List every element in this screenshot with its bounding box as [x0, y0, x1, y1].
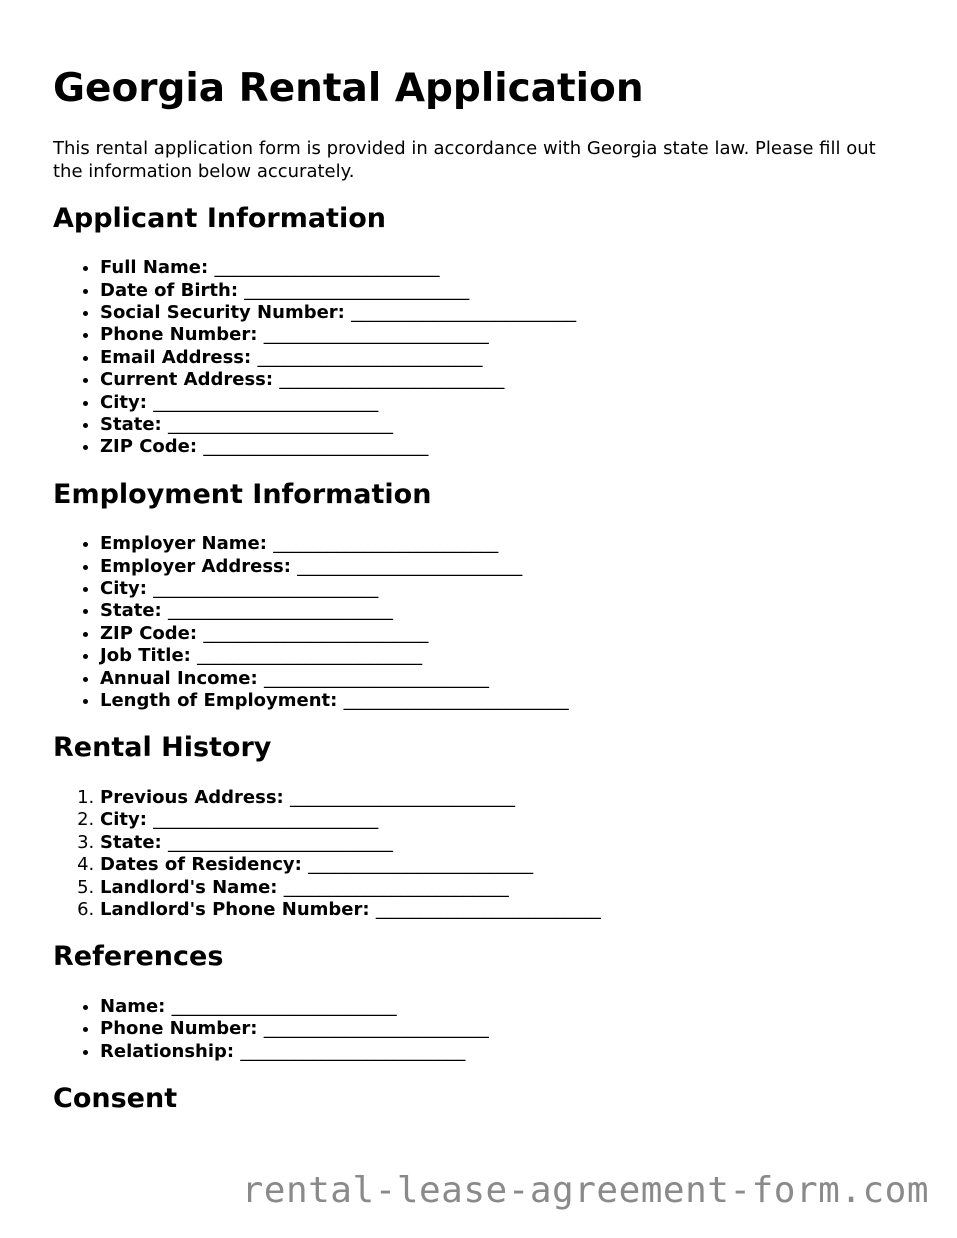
field-item [100, 257, 903, 279]
blank-line[interactable]: _________________________ [273, 533, 499, 555]
blank-line[interactable]: _________________________ [263, 1018, 489, 1040]
blank-line[interactable]: _________________________ [283, 876, 509, 898]
blank-line[interactable]: _________________________ [240, 1040, 466, 1062]
field-label: Social Security Number: [100, 302, 345, 323]
field-item [100, 347, 903, 369]
field-item [100, 1041, 903, 1063]
field-item [100, 578, 903, 600]
consent-heading: Consent [53, 1082, 178, 1114]
field-label: Previous Address: [100, 786, 284, 808]
blank-line[interactable]: _________________________ [168, 600, 394, 622]
field-label: Date of Birth: [100, 279, 239, 301]
employment-heading: Employment Information [53, 478, 432, 510]
field-item [100, 668, 903, 690]
field-item [100, 832, 903, 854]
field-item [100, 1018, 903, 1040]
field-item [100, 302, 903, 324]
field-item [100, 787, 903, 809]
field-label: City: [100, 391, 147, 413]
blank-line[interactable]: _________________________ [257, 346, 483, 368]
field-label: Email Address: [100, 346, 252, 368]
blank-line[interactable]: _________________________ [153, 578, 379, 600]
field-item [100, 899, 903, 921]
field-item [100, 877, 903, 899]
blank-line[interactable]: _________________________ [263, 667, 489, 689]
field-label: Employer Address: [100, 555, 291, 577]
blank-line[interactable]: _________________________ [197, 645, 423, 667]
blank-line[interactable]: _________________________ [263, 324, 489, 346]
field-item [100, 280, 903, 302]
field-label: Landlord's Phone Number: [100, 898, 370, 920]
blank-line[interactable]: _________________________ [203, 622, 429, 644]
field-item [100, 369, 903, 391]
field-label: Job Title: [100, 645, 191, 667]
field-label: Name: [100, 995, 166, 1017]
field-item [100, 556, 903, 578]
field-label: Full Name: [100, 257, 209, 279]
field-item [100, 854, 903, 876]
blank-line[interactable]: _________________________ [214, 257, 440, 279]
field-item [100, 414, 903, 436]
rental-history-heading: Rental History [53, 732, 272, 764]
field-label: State: [100, 831, 162, 853]
employment-field-list [53, 533, 903, 712]
page-title: Georgia Rental Application [53, 66, 644, 111]
field-label: State: [100, 600, 162, 622]
field-label: Dates of Residency: [100, 854, 302, 876]
rental-history-field-list [53, 787, 903, 921]
field-label: Relationship: [100, 1040, 235, 1062]
field-item [100, 600, 903, 622]
blank-line[interactable]: _________________________ [308, 854, 534, 876]
field-item [100, 645, 903, 667]
applicant-heading: Applicant Information [53, 202, 386, 234]
applicant-field-list [53, 257, 903, 459]
blank-line[interactable]: _________________________ [375, 898, 601, 920]
field-label: Landlord's Name: [100, 876, 278, 898]
field-label: City: [100, 578, 147, 600]
field-label: ZIP Code: [100, 436, 198, 458]
references-field-list [53, 996, 903, 1063]
blank-line[interactable]: _________________________ [171, 995, 397, 1017]
blank-line[interactable]: _________________________ [203, 436, 429, 458]
field-item [100, 436, 903, 458]
field-label: Phone Number: [100, 324, 258, 346]
blank-line[interactable]: _________________________ [244, 279, 470, 301]
blank-line[interactable]: _________________________ [153, 391, 379, 413]
field-label: ZIP Code: [100, 622, 198, 644]
references-heading: References [53, 941, 224, 973]
blank-line[interactable]: _________________________ [290, 786, 516, 808]
field-label: State: [100, 414, 162, 436]
blank-line[interactable]: _________________________ [279, 369, 505, 391]
intro-paragraph: This rental application form is provided in accordance with Georgia state law. Please fill out the information below accurately. [53, 137, 876, 182]
watermark-text: rental-lease-agreement-form.com [241, 1170, 929, 1211]
blank-line[interactable]: _________________________ [351, 302, 577, 323]
field-label: Current Address: [100, 369, 274, 391]
blank-line[interactable]: _________________________ [168, 831, 394, 853]
blank-line[interactable]: _________________________ [153, 809, 379, 831]
field-label: Phone Number: [100, 1018, 258, 1040]
field-item [100, 809, 903, 831]
field-label: Employer Name: [100, 533, 267, 555]
blank-line[interactable]: _________________________ [168, 414, 394, 436]
field-label: Length of Employment: [100, 690, 338, 712]
field-item [100, 324, 903, 346]
field-item [100, 690, 903, 712]
blank-line[interactable]: _________________________ [297, 555, 523, 577]
blank-line[interactable]: _________________________ [343, 690, 569, 712]
field-label: City: [100, 809, 147, 831]
field-item [100, 623, 903, 645]
document-page [53, 66, 903, 1137]
field-label: Annual Income: [100, 667, 258, 689]
field-item [100, 533, 903, 555]
field-item [100, 392, 903, 414]
field-item [100, 996, 903, 1018]
